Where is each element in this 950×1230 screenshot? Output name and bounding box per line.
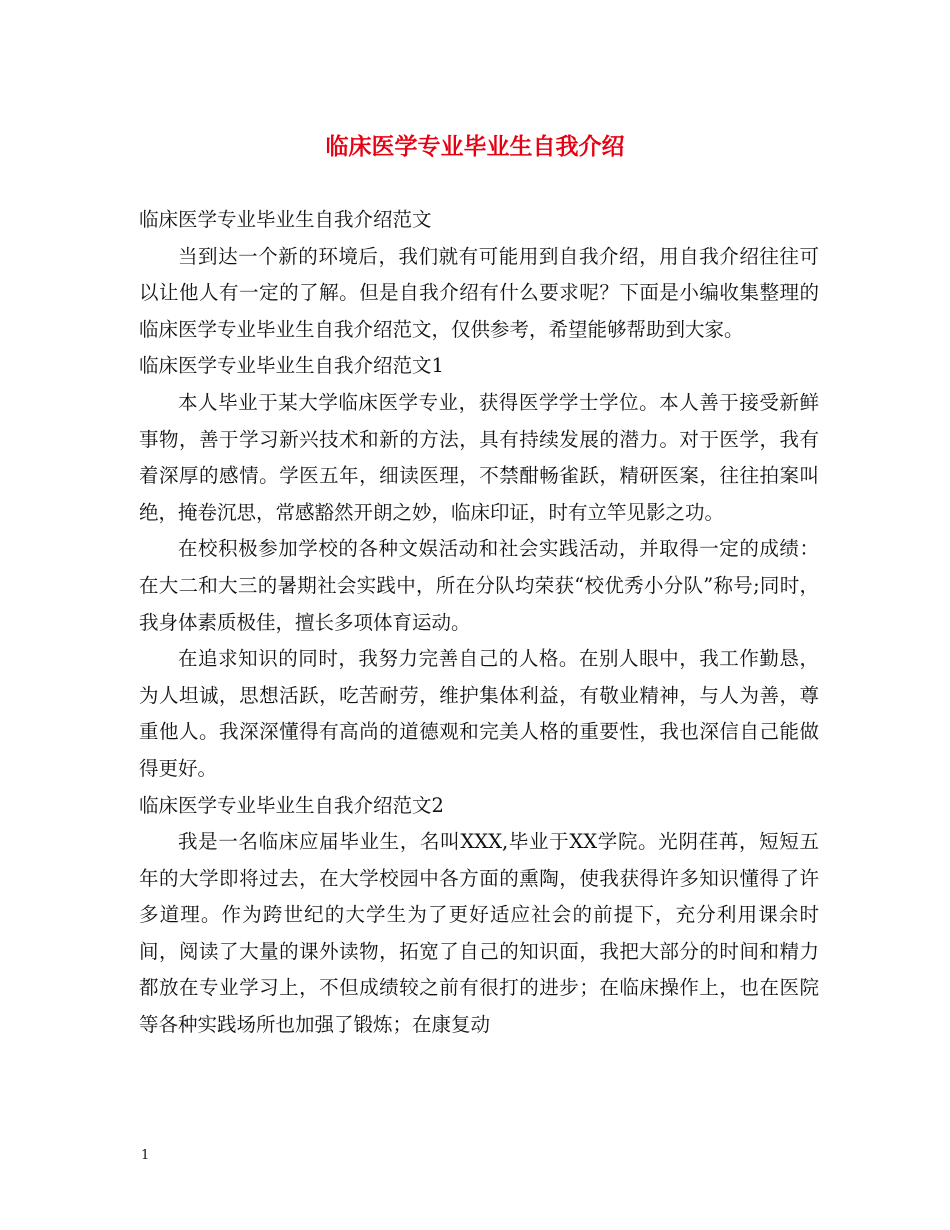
document-body [139, 202, 819, 1044]
section-heading-1: 临床医学专业毕业生自我介绍范文1 [139, 354, 444, 378]
sample1-paragraph-2: 在校积极参加学校的各种文娱活动和社会实践活动，并取得一定的成绩：在大二和大三的暑期社会实践中，所在分队均荣获“校优秀小分队”称号;同时，我身体素质极佳，擅长多项体育运动。 [139, 537, 819, 634]
page-number: 1 [141, 1148, 150, 1163]
section-heading-intro: 临床医学专业毕业生自我介绍范文 [139, 208, 432, 231]
section-heading-2: 临床医学专业毕业生自我介绍范文2 [139, 793, 444, 817]
sample1-paragraph-1: 本人毕业于某大学临床医学专业，获得医学学士学位。本人善于接受新鲜事物，善于学习新兴技术和新的方法，具有持续发展的潜力。对于医学，我有着深厚的感情。学医五年，细读医理，不禁酣畅雀跃，精研医案，往往拍案叫绝，掩卷沉思，常感豁然开朗之妙，临床印证，时有立竿见影之功。 [139, 390, 819, 524]
document-title: 临床医学专业毕业生自我介绍 [325, 134, 625, 160]
sample1-paragraph-3: 在追求知识的同时，我努力完善自己的人格。在别人眼中，我工作勤恳，为人坦诚，思想活跃，吃苦耐劳，维护集体利益，有敬业精神，与人为善，尊重他人。我深深懂得有高尚的道德观和完美人格的重要性，我也深信自己能做得更好。 [139, 647, 819, 780]
sample2-paragraph-1: 我是一名临床应届毕业生，名叫XXX,毕业于XX学院。光阴荏苒，短短五年的大学即将过去，在大学校园中各方面的熏陶，使我获得许多知识懂得了许多道理。作为跨世纪的大学生为了更好适应社会的前提下，充分利用课余时间，阅读了大量的课外读物，拓宽了自己的知识面，我把大部分的时间和精力都放在专业学习上，不但成绩较之前有很打的进步；在临床操作上，也在医院等各种实践场所也加强了锻炼；在康复动 [139, 830, 819, 1037]
intro-paragraph: 当到达一个新的环境后，我们就有可能用到自我介绍，用自我介绍往往可以让他人有一定的了解。但是自我介绍有什么要求呢？下面是小编收集整理的临床医学专业毕业生自我介绍范文，仅供参考，希望能够帮助到大家。 [139, 244, 819, 341]
